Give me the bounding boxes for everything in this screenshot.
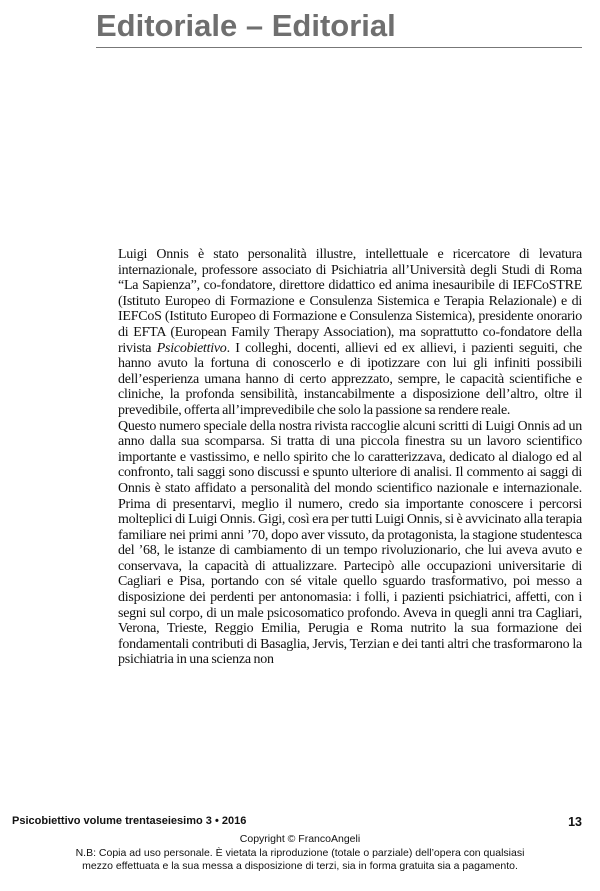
page-footer xyxy=(12,815,582,829)
usage-notice-line-1: N.B: Copia ad uso personale. È vietata la riproduzione (totale o parziale) dell’opera con qualsiasi xyxy=(75,847,525,859)
page-title: Editoriale – Editorial xyxy=(96,8,396,43)
usage-notice xyxy=(0,847,600,873)
usage-notice-line-2: mezzo effettuata e la sua messa a disposizione di terzi, sia in forma gratuita sia a pagamento. xyxy=(82,860,518,872)
paragraph-1-text-a: Luigi Onnis è stato personalità illustre, intellettuale e ricercatore di levatura internazionale, professore associato di Psichiatria all’Università degli Studi di Roma “La Sapienza”, co-fondatore, direttore didattico ed anima inesauribile di IEFCoSTRE (Istituto Europeo di Formazione e Consulenza Sistemica e Terapia Relazionale) e di IEFCoS (Istituto Europeo di Formazione e Consulenza Sistemica), presidente onorario di EFTA (European Family Therapy Association), ma soprattutto co-fondatore della rivista xyxy=(118,247,582,356)
paragraph-1-text-b: . I colleghi, docenti, allievi ed ex allievi, i pazienti seguiti, che hanno avuto la fortuna di conoscerlo e di ipotizzare con lui gli infiniti possibili dell’esperienza umana hanno di certo apprezzato, sempre, le capacità scientifiche e cliniche, la profonda sensibilità, instancabilmente a disposizione dell’altro, oltre il prevedibile, offerta all’imprevedibile che solo la passione sa rendere reale. xyxy=(118,340,582,418)
copyright-notice: Copyright © FrancoAngeli xyxy=(239,833,361,845)
article-paragraph-2: Questo numero speciale della nostra rivista raccoglie alcuni scritti di Luigi Onnis ad un anno dalla sua scomparsa. Si tratta di una piccola finestra su un lavoro scientifico importante e vastissimo, e nello spirito che lo caratterizzava, dedicato al dialogo ed al confronto, tali saggi sono discussi e spunto ulteriore di analisi. Il commento ai saggi di Onnis è stato affidato a personalità del mondo scientifico nazionale e internazionale. Prima di presentarvi, meglio il numero, credo sia importante conoscere i percorsi molteplici di Luigi Onnis. Gigi, così era per tutti Luigi Onnis, si è avvicinato alla terapia familiare nei primi anni ’70, dopo aver vissuto, da protagonista, la stagione studentesca del ’68, le istanze di cambiamento di un tempo rivoluzionario, che lui aveva avuto e conservava, la capacità di attualizzare. Partecipò alle occupazioni universitarie di Cagliari e Pisa, portando con sé vitale quello sguardo trasformativo, poi messo a disposizione dei perdenti per antonomasia: i folli, i pazienti psichiatrici, affetti, con i segni sul corpo, di un male psicosomatico profondo. Aveva in quegli anni tra Cagliari, Verona, Trieste, Reggio Emilia, Perugia e Roma nutrito la sua formazione dei fondamentali contributi di Basaglia, Jervis, Terzian e dei tanti altri che trasformarono la psichiatria in una scienza non xyxy=(118,418,582,668)
journal-issue: Psicobiettivo volume trentaseiesimo 3 • 2016 xyxy=(12,815,247,827)
journal-name: Psicobiettivo xyxy=(156,340,227,356)
title-divider xyxy=(96,47,582,48)
article-body xyxy=(118,247,582,668)
page-number: 13 xyxy=(568,815,582,829)
article-paragraph-1 xyxy=(118,247,582,419)
